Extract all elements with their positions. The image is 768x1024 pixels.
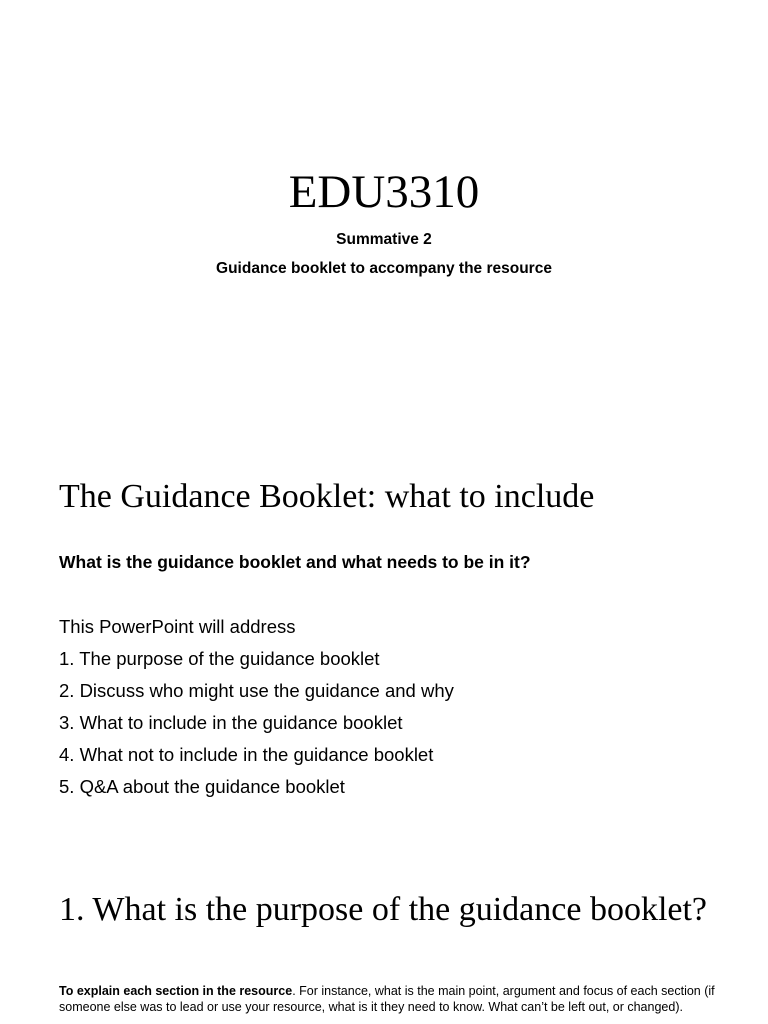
agenda-list	[59, 615, 454, 807]
agenda-item: 5. Q&A about the guidance booklet	[59, 776, 345, 797]
agenda-intro: This PowerPoint will address	[59, 616, 296, 637]
course-code-title: EDU3310	[288, 166, 480, 218]
purpose-body-bold: To explain each section in the resource	[59, 984, 293, 998]
agenda-item: 4. What not to include in the guidance booklet	[59, 744, 434, 765]
agenda-item: 2. Discuss who might use the guidance and why	[59, 680, 454, 701]
assessment-subtitle: Summative 2	[336, 231, 432, 248]
purpose-body-text: . For instance, what is the main point, argument and focus of each section (if someone else was to lead or use your resource, what is it they need to know. What can’t be left out, or changed).	[59, 984, 715, 1014]
agenda-item: 1. The purpose of the guidance booklet	[59, 648, 380, 669]
purpose-body-paragraph	[59, 983, 719, 1015]
booklet-question: What is the guidance booklet and what needs to be in it?	[59, 552, 531, 572]
purpose-heading: 1. What is the purpose of the guidance booklet?	[59, 891, 708, 928]
agenda-item: 3. What to include in the guidance booklet	[59, 712, 403, 733]
booklet-subtitle: Guidance booklet to accompany the resource	[216, 260, 552, 277]
guidance-booklet-heading: The Guidance Booklet: what to include	[59, 478, 595, 515]
